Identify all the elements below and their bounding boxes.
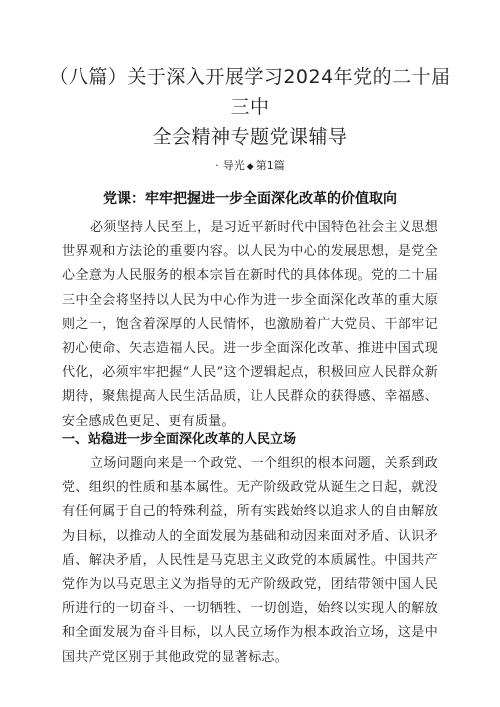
document-title-line1: （八篇）关于深入开展学习2024年党的二十届三中: [49, 66, 451, 118]
guide-line: [0, 157, 500, 173]
bullet-dot-icon: ·: [215, 159, 219, 172]
paragraph-section1: 立场问题向来是一个政党、一个组织的根本问题，关系到政党、组织的性质和基本属性。无产阶级政党从诞生之日起，就没有任何属于自己的特殊利益，所有实践始终以追求人的自由解放为目标，以推动人的全面发展为基础和动因来面对矛盾、认识矛盾、解决矛盾，人民性是马克思主义政党的本质属性。中国共产党作为以马克思主义为指导的无产阶级政党，团结带领中国人民所进行的一切奋斗、一切牺牲、一切创造，始终以实现人的解放和全面发展为奋斗目标，以人民立场作为根本政治立场，这是中国共产党区别于其他政党的显著标志。: [62, 456, 438, 665]
document-title-line2: 全会精神专题党课辅导: [152, 126, 348, 148]
section-heading: 一、站稳进一步全面深化改革的人民立场: [62, 432, 297, 447]
document-title: [40, 62, 460, 152]
lesson-title: 党课：牢牢把握进一步全面深化改革的价值取向: [103, 191, 397, 207]
diamond-icon: ◆: [246, 162, 254, 172]
guide-prefix: 导光: [222, 159, 245, 172]
paragraph-intro: 必须坚持人民至上，是习近平新时代中国特色社会主义思想世界观和方法论的重要内容。以人民为中心的发展思想，是党全心全意为人民服务的根本宗旨在新时代的具体体现。党的二十届三中全会将坚持以人民为中心作为进一步全面深化改革的重大原则之一，饱含着深厚的人民情怀，也激励着广大党员、干部牢记初心使命、矢志造福人民。进一步全面深化改革、推进中国式现代化，必须牢牢把握“人民”这个逻辑起点，积极回应人民群众新期待，聚焦提高人民生活品质，让人民群众的获得感、幸福感、安全感成色更足、更有质量。: [62, 220, 438, 429]
guide-item: 第1篇: [255, 159, 285, 172]
